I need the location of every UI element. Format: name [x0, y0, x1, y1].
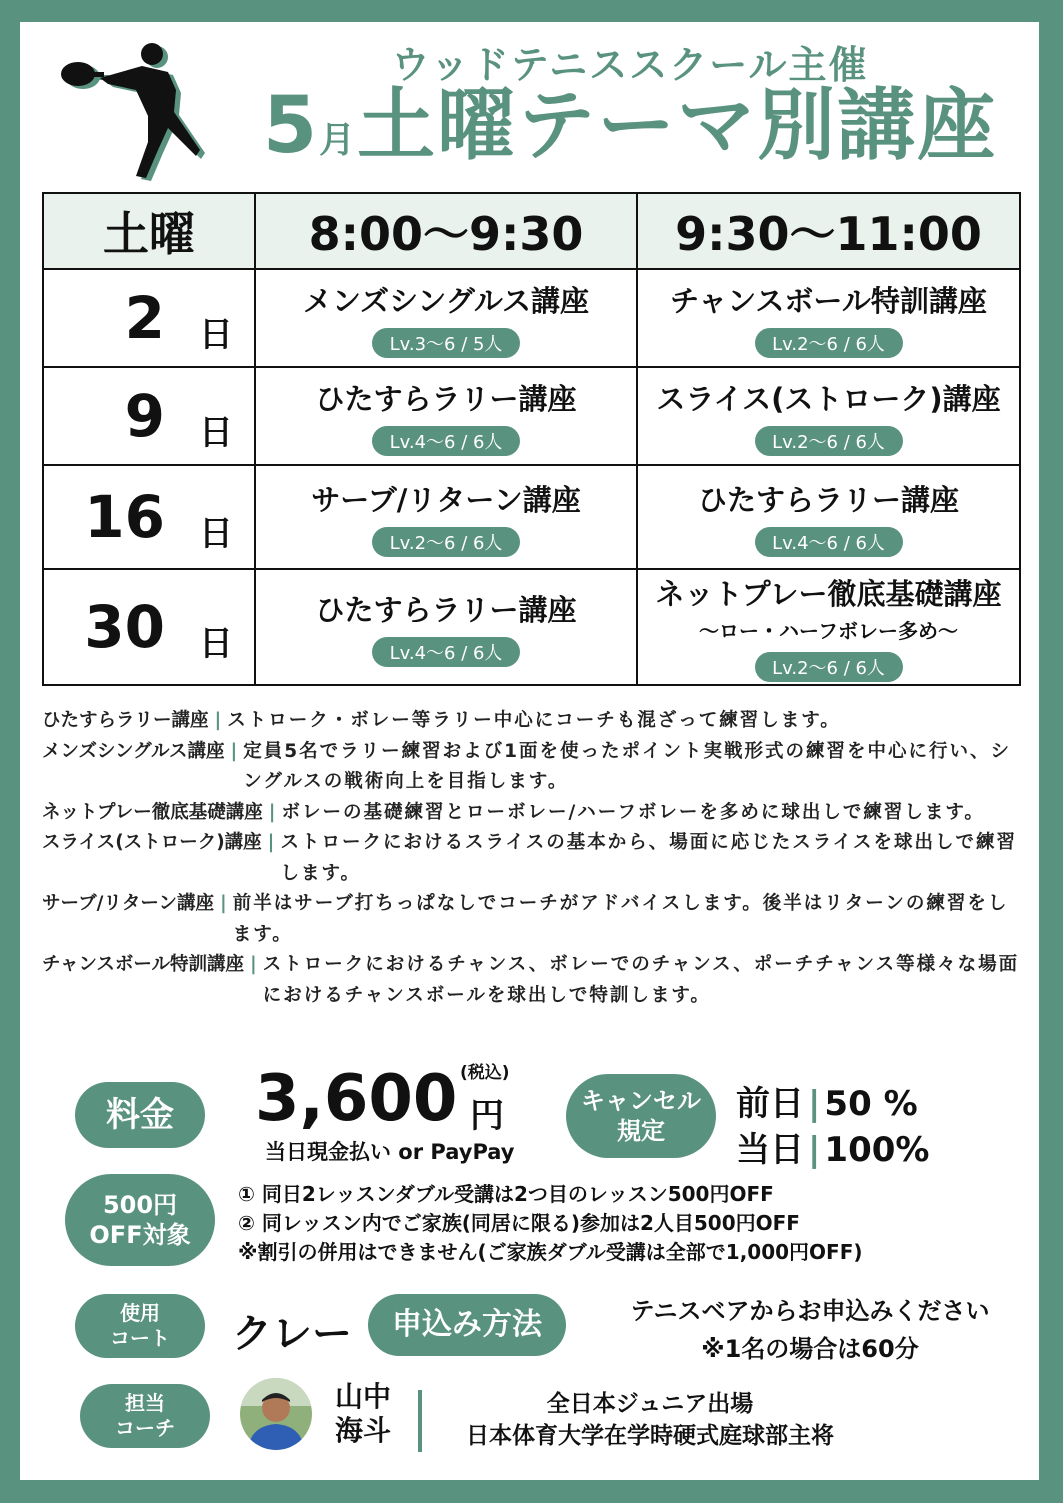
- course-name: ひたすらラリー講座: [315, 381, 577, 416]
- day-cell: [43, 465, 255, 569]
- course-subtitle: 〜ロー・ハーフボレー多め〜: [699, 619, 958, 643]
- header-slot2: 9:30〜11:00: [637, 193, 1020, 269]
- course-name: チャンスボール特訓講座: [670, 283, 987, 318]
- title-main: 土曜テーマ別講座: [357, 81, 998, 171]
- course-name: スライス(ストローク)講座: [656, 381, 1001, 416]
- description-row: [42, 798, 1022, 829]
- description-separator: |: [230, 740, 238, 762]
- cancel-separator: |: [808, 1084, 821, 1124]
- course-name: メンズシングルス講座: [302, 283, 590, 318]
- description-course-name: スライス(ストローク)講座: [42, 832, 262, 853]
- fee-tax-note: (税込): [460, 1063, 510, 1083]
- description-row: [42, 706, 1022, 737]
- day-unit: 日: [199, 514, 233, 554]
- discount-list: [238, 1180, 863, 1267]
- header-day: 土曜: [43, 193, 255, 269]
- description-row: [42, 950, 1022, 1011]
- coach-name: [335, 1380, 391, 1448]
- day-number: 9: [124, 382, 165, 450]
- description-course-name: チャンスボール特訓講座: [42, 954, 245, 975]
- day-cell: [43, 367, 255, 465]
- discount-label-line2: OFF対象: [89, 1221, 191, 1249]
- description-row: [42, 828, 1022, 889]
- level-badge: Lv.4〜6 / 6人: [755, 527, 903, 557]
- description-separator: |: [219, 893, 227, 914]
- coach-badge: [80, 1384, 210, 1448]
- day-unit: 日: [199, 413, 233, 453]
- day-cell: [43, 269, 255, 367]
- fee-yen: 円: [470, 1096, 504, 1136]
- level-badge: Lv.2〜6 / 6人: [372, 527, 520, 557]
- level-badge: Lv.4〜6 / 6人: [372, 637, 520, 667]
- course-descriptions: [42, 706, 1022, 1011]
- cancel-policy-badge: [566, 1074, 716, 1158]
- level-badge: Lv.2〜6 / 6人: [755, 328, 903, 358]
- coach-info-line1: 全日本ジュニア出場: [546, 1391, 754, 1417]
- title-month-unit: 月: [319, 120, 358, 161]
- description-row: [42, 737, 1022, 798]
- course-name: サーブ/リターン講座: [311, 482, 581, 517]
- discount-label-line1: 500円: [102, 1191, 178, 1219]
- discount-item: ② 同レッスン内でご家族(同居に限る)参加は2人目500円OFF: [238, 1211, 800, 1235]
- day-number: 2: [124, 284, 165, 352]
- fee-price: 3,600: [255, 1062, 458, 1136]
- level-badge: Lv.2〜6 / 6人: [755, 426, 903, 456]
- course-name: ネットプレー徹底基礎講座: [655, 577, 1002, 611]
- flyer-sheet: [20, 22, 1039, 1480]
- cancel-label-line2: 規定: [617, 1117, 665, 1145]
- course-cell: [637, 569, 1020, 685]
- schedule-header-row: [43, 193, 1020, 269]
- description-course-name: サーブ/リターン講座: [42, 893, 214, 914]
- coach-label-line2: コーチ: [115, 1416, 175, 1440]
- cancel-label-line1: キャンセル: [581, 1087, 701, 1115]
- coach-name-line1: 山中: [335, 1380, 392, 1413]
- cancel-row: [736, 1122, 929, 1171]
- apply-line2: ※1名の場合は60分: [701, 1335, 919, 1363]
- course-cell: [637, 269, 1020, 367]
- schedule-row: [43, 269, 1020, 367]
- schedule-row: [43, 569, 1020, 685]
- description-course-name: ネットプレー徹底基礎講座: [42, 801, 263, 823]
- day-number: 16: [84, 483, 165, 551]
- course-name: ひたすらラリー講座: [697, 482, 959, 517]
- description-text: ボレーの基礎練習とローボレー/ハーフボレーを多めに球出しで練習します。: [281, 801, 985, 823]
- title-month-number: 5: [262, 81, 320, 171]
- organizer-text: ウッドテニススクール主催: [391, 43, 869, 87]
- cancel-when: 当日: [736, 1130, 804, 1170]
- apply-line1: テニスベアからお申込みください: [630, 1297, 990, 1325]
- day-number: 30: [84, 593, 165, 661]
- description-row: [42, 889, 1022, 950]
- day-unit: 日: [199, 315, 233, 355]
- day-unit: 日: [199, 624, 233, 664]
- tennis-player-silhouette-icon: [50, 32, 210, 192]
- description-text: 定員5名でラリー練習および1面を使ったポイント実戦形式の練習を中心に行い、シングルスの戦術向上を目指します。: [243, 740, 1012, 792]
- description-course-name: メンズシングルス講座: [42, 740, 225, 762]
- description-text: ストロークにおけるスライスの基本から、場面に応じたスライスを球出しで練習します。: [280, 832, 1017, 884]
- description-separator: |: [268, 801, 276, 823]
- description-course-name: ひたすらラリー講座: [42, 710, 209, 731]
- court-badge: [75, 1294, 205, 1358]
- level-badge: Lv.3〜6 / 5人: [372, 328, 520, 358]
- court-type: クレー: [232, 1311, 352, 1357]
- court-label-line2: コート: [110, 1326, 170, 1350]
- schedule-row: [43, 367, 1020, 465]
- cancel-when: 前日: [736, 1084, 804, 1124]
- discount-item: ※割引の併用はできません(ご家族ダブル受講は全部で1,000円OFF): [238, 1240, 863, 1264]
- description-text: 前半はサーブ打ちっぱなしでコーチがアドバイスします。後半はリターンの練習をします。: [232, 893, 1009, 945]
- apply-info: [610, 1292, 1010, 1368]
- coach-info-line2: 日本体育大学在学時硬式庭球部主将: [466, 1423, 834, 1449]
- course-cell: [255, 465, 637, 569]
- description-text: ストローク・ボレー等ラリー中心にコーチも混ざって練習します。: [227, 710, 841, 731]
- schedule-row: [43, 465, 1020, 569]
- payment-method: 当日現金払い or PayPay: [265, 1140, 515, 1164]
- coach-name-line2: 海斗: [335, 1414, 392, 1447]
- description-separator: |: [214, 710, 222, 731]
- cancel-separator: |: [808, 1130, 821, 1170]
- apply-method-badge: 申込み方法: [368, 1294, 566, 1356]
- cancel-rate: 50 %: [824, 1084, 918, 1124]
- court-label-line1: 使用: [120, 1301, 160, 1325]
- coach-profile: [440, 1388, 860, 1452]
- description-text: ストロークにおけるチャンス、ボレーでのチャンス、ポーチチャンス等様々な場面におけるチャンスボールを球出しで特訓します。: [262, 954, 1020, 1006]
- header-slot1: 8:00〜9:30: [255, 193, 637, 269]
- cancel-rate: 100%: [824, 1130, 930, 1170]
- discount-badge: [65, 1174, 215, 1266]
- page-title: [250, 81, 1010, 171]
- course-cell: [637, 465, 1020, 569]
- level-badge: Lv.2〜6 / 6人: [755, 652, 903, 682]
- course-name: ひたすらラリー講座: [315, 592, 577, 627]
- fee-label-badge: 料金: [75, 1082, 205, 1148]
- course-cell: [255, 569, 637, 685]
- course-cell: [637, 367, 1020, 465]
- coach-label-line1: 担当: [125, 1391, 165, 1415]
- day-cell: [43, 569, 255, 685]
- coach-avatar: [240, 1378, 312, 1450]
- description-separator: |: [250, 954, 257, 975]
- course-cell: [255, 367, 637, 465]
- discount-item: ① 同日2レッスンダブル受講は2つ目のレッスン500円OFF: [238, 1182, 774, 1206]
- course-cell: [255, 269, 637, 367]
- schedule-table: [42, 192, 1021, 686]
- coach-divider: [418, 1390, 422, 1452]
- cancel-row: [736, 1076, 918, 1125]
- level-badge: Lv.4〜6 / 6人: [372, 426, 520, 456]
- description-separator: |: [267, 832, 275, 853]
